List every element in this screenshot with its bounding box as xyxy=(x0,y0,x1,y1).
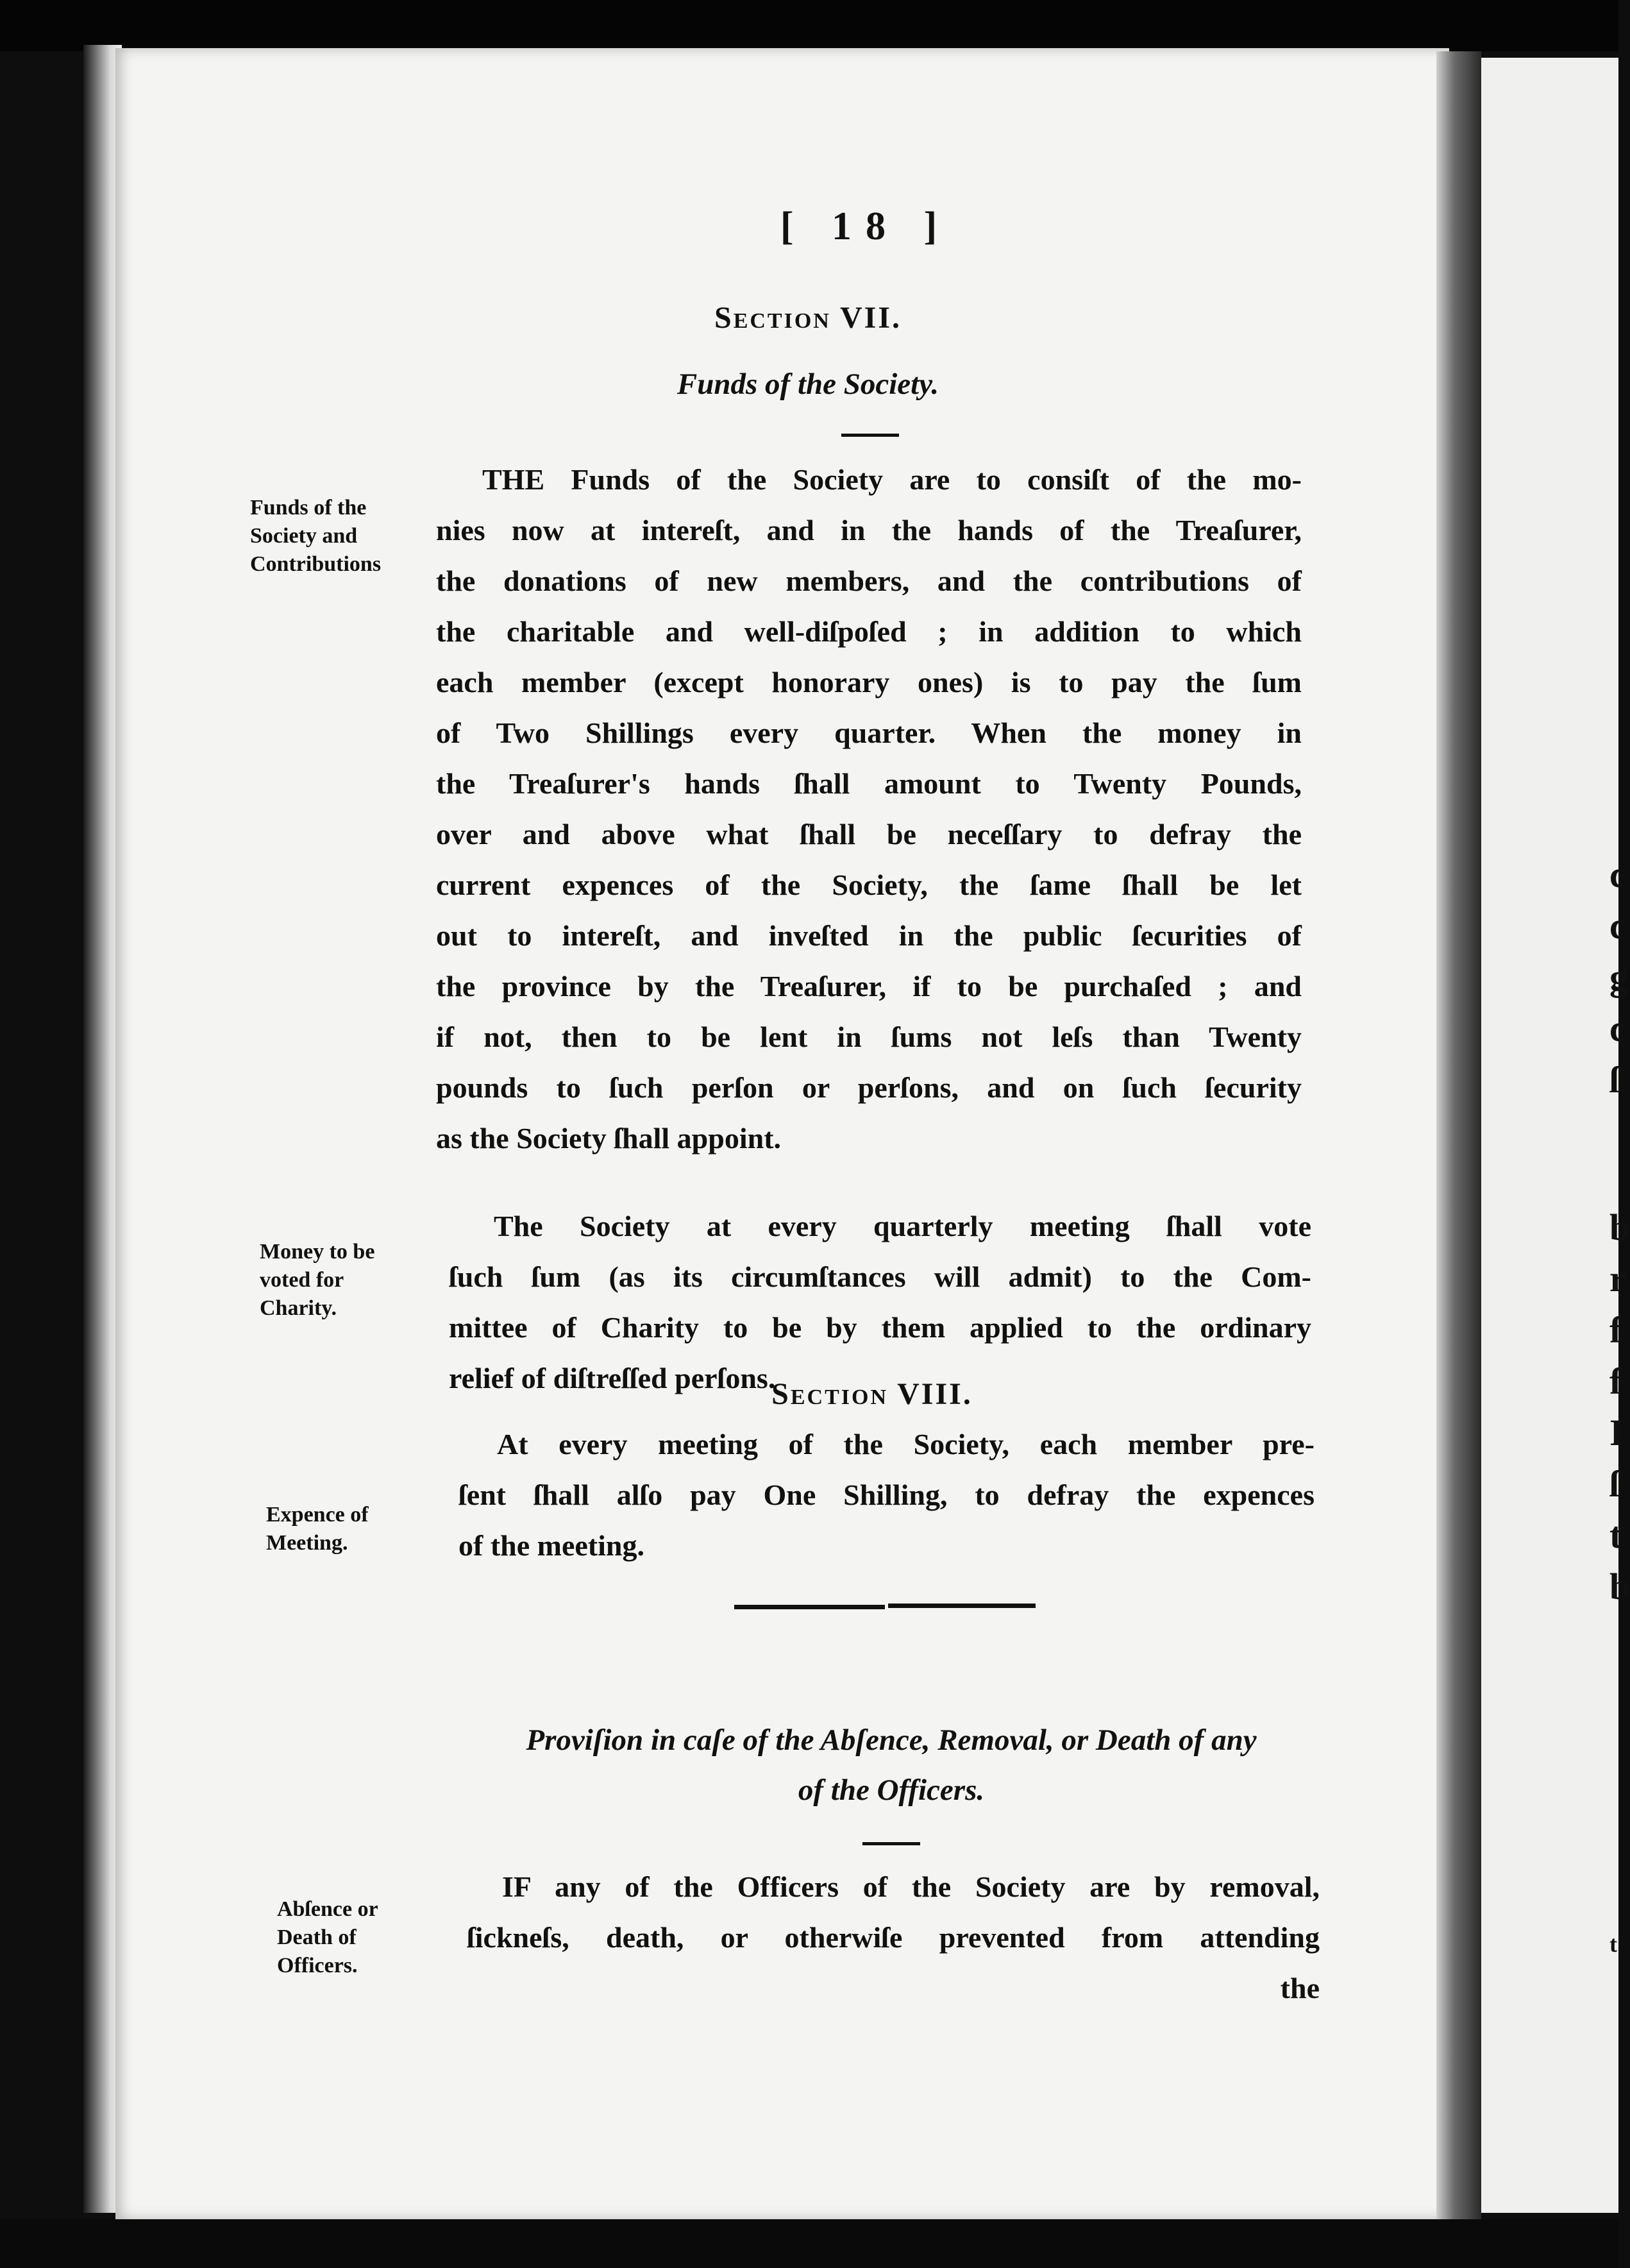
short-rule xyxy=(841,434,899,437)
facing-page-letter: f xyxy=(1609,1309,1622,1351)
section-8-paragraph-1: IF any of the Officers of the Society are by removal, ſickneſs, death, or otherwiſe prevented from attending the xyxy=(467,1861,1320,2013)
section-8-subtitle: Proviſion in caſe of the Abſence, Removal, or Death of any of the Officers. xyxy=(526,1723,1257,1807)
section-7-paragraph-1: THE Funds of the Society are to consiſt of the mo- nies now at intereſt, and in the hands of the Treaſurer, the donations of new members, and the contributions of the charitable and well-diſpoſed ; in addition to which each member (except honorary ones) is to pay the ſum of Two Shillings every quarter. When the money in the Treaſurer's hands ſhall amount to Twenty Pounds, over and above what ſhall be neceſſary to defray the current expences of the Society, the ſame ſhall be let out to intereſt, and inveſted in the public ſecurities of the province by the Treaſurer, if to be purchaſed ; and if not, then to be lent in ſums not leſs than Twenty pounds to ſuch perſon or perſons, and on ſuch ſecurity as the Society ſhall appoint. xyxy=(436,463,1302,1155)
facing-page-letter: c xyxy=(1609,1008,1626,1049)
section-7-subtitle: Funds of the Society. xyxy=(676,368,939,401)
facing-page-letter: c xyxy=(1609,854,1626,895)
facing-page-letter: ſ xyxy=(1609,1463,1620,1505)
facing-page-letter: c xyxy=(1609,905,1626,947)
catchword: the xyxy=(1280,1972,1320,2004)
section-7-heading: Section VII. xyxy=(714,301,902,335)
page-number: [ 18 ] xyxy=(780,205,952,248)
marginal-note-charity: Money to be voted for Charity. xyxy=(260,1240,375,1320)
section-divider-right xyxy=(888,1604,1036,1608)
section-7-paragraph-2: The Society at every quarterly meeting ſhall vote ſuch ſum (as its circumſtances will admit) to the Com- mittee of Charity to be by them applied to the ordinary relief of diſtreſſed perſons. xyxy=(449,1210,1311,1394)
facing-page-letter: r xyxy=(1609,1258,1626,1299)
marginal-note-absence: Abſence or Death of Officers. xyxy=(277,1897,378,1977)
facing-page-letter: I xyxy=(1609,1412,1624,1453)
short-rule xyxy=(862,1842,920,1845)
facing-page-letter: b xyxy=(1609,1206,1630,1248)
facing-page-letter: g xyxy=(1609,956,1628,998)
facing-page-letter: ſ xyxy=(1609,1059,1620,1101)
section-8-heading: Section VIII. xyxy=(771,1377,973,1411)
section-divider-left xyxy=(734,1605,885,1609)
section-7-paragraph-3: At every meeting of the Society, each member pre- ſent ſhall alſo pay One Shilling, to defray the expences of the meeting. xyxy=(458,1428,1315,1562)
facing-page-letter: f xyxy=(1609,1360,1622,1402)
facing-page-letter: t xyxy=(1609,1931,1617,1957)
facing-page-letter: b xyxy=(1609,1566,1630,1607)
marginal-note-funds: Funds of the Society and Contributions xyxy=(250,496,382,576)
facing-page-letter: t xyxy=(1609,1514,1622,1556)
marginal-note-meeting: Expence of Meeting. xyxy=(266,1503,369,1555)
